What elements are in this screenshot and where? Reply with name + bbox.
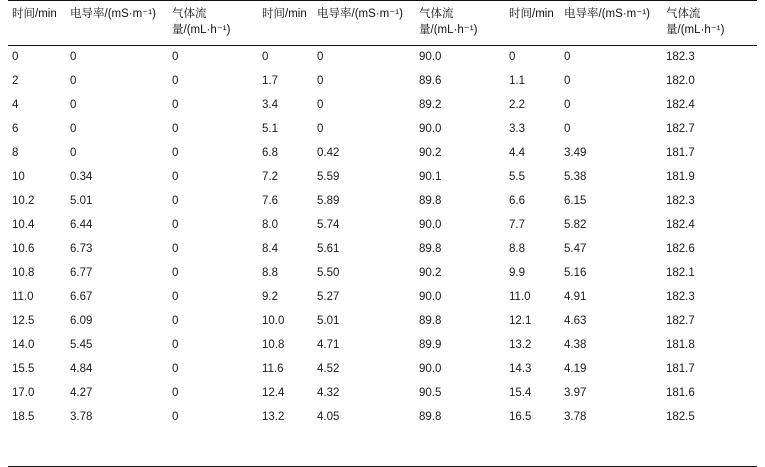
table-cell: 5.59 — [317, 171, 340, 184]
table-cell: 7.7 — [509, 219, 525, 232]
table-cell: 0 — [70, 147, 77, 160]
table-cell: 0 — [172, 290, 179, 303]
table-cell: 181.9 — [666, 171, 695, 184]
table-cell: 4.71 — [317, 338, 340, 351]
table-cell: 5.27 — [317, 290, 340, 303]
table-cell: 0 — [172, 147, 179, 160]
table-cell: 8.8 — [262, 266, 278, 279]
table-row — [8, 70, 757, 94]
column-header-gasflow-2: 气体流量/(mL·h⁻¹) — [415, 1, 505, 46]
table-cell: 11.0 — [12, 290, 34, 303]
table-cell: 3.97 — [564, 386, 587, 399]
table-row — [8, 382, 757, 406]
table-cell: 15.4 — [509, 386, 532, 399]
table-cell: 90.2 — [419, 147, 442, 160]
table-cell: 89.2 — [419, 99, 442, 112]
table-cell: 5.74 — [317, 219, 340, 232]
table-row — [8, 190, 757, 214]
table-cell: 17.0 — [12, 386, 35, 399]
table-row — [8, 262, 757, 286]
table-cell: 5.45 — [70, 338, 93, 351]
table-cell: 10.4 — [12, 219, 35, 232]
column-header-gasflow-3: 气体流量/(mL·h⁻¹) — [662, 1, 757, 46]
table-cell: 4.32 — [317, 386, 340, 399]
table-row — [8, 310, 757, 334]
table-cell: 2.2 — [509, 99, 525, 112]
table-cell: 7.6 — [262, 195, 278, 208]
column-header-conductivity-2: 电导率/(mS·m⁻¹) — [313, 1, 415, 46]
table-cell: 0 — [70, 99, 77, 112]
table-cell: 182.3 — [666, 290, 695, 303]
table-cell: 0 — [70, 51, 77, 64]
table-row — [8, 406, 757, 430]
table-cell: 1.1 — [509, 75, 525, 88]
table-cell: 7.2 — [262, 171, 278, 184]
table-cell: 3.49 — [564, 147, 587, 160]
table-cell: 0 — [172, 75, 179, 88]
table-cell: 89.8 — [419, 243, 442, 255]
table-cell: 3.4 — [262, 99, 278, 112]
table-row — [8, 358, 757, 382]
table-cell: 90.0 — [419, 51, 442, 64]
table-cell: 0 — [262, 51, 269, 64]
table-cell: 0 — [172, 195, 179, 208]
table-cell: 3.78 — [564, 410, 587, 423]
table-cell: 5.01 — [317, 314, 340, 327]
column-header-time-1: 时间/min — [8, 1, 66, 46]
table-cell: 3.78 — [70, 410, 93, 423]
table-cell: 0 — [172, 410, 179, 423]
table-cell: 4.38 — [564, 338, 587, 351]
table-cell: 4.63 — [564, 314, 587, 327]
table-cell: 90.0 — [419, 123, 442, 136]
column-header-time-3: 时间/min — [505, 1, 560, 46]
table-cell: 0 — [317, 75, 324, 88]
table-cell: 11.0 — [509, 290, 531, 303]
table-cell: 181.7 — [666, 362, 695, 375]
table-cell: 6.8 — [262, 147, 278, 160]
table-cell: 90.5 — [419, 386, 442, 399]
table-cell: 5.82 — [564, 219, 587, 232]
table-cell: 4.27 — [70, 386, 93, 399]
table-cell: 10.6 — [12, 243, 35, 255]
table-cell: 0 — [172, 99, 179, 112]
table-cell: 10.8 — [262, 338, 285, 351]
table-cell: 3.3 — [509, 123, 525, 136]
table-cell: 8 — [12, 147, 19, 160]
table-cell: 0 — [12, 51, 19, 64]
table-cell: 182.3 — [666, 51, 695, 64]
measurement-table — [8, 0, 757, 430]
table-cell: 4.05 — [317, 410, 340, 423]
table-cell: 5.1 — [262, 123, 278, 136]
table-cell: 0 — [70, 123, 77, 136]
table-cell: 89.8 — [419, 410, 442, 423]
table-cell: 4.91 — [564, 290, 587, 303]
table-cell: 12.4 — [262, 386, 285, 399]
table-cell: 6.6 — [509, 195, 525, 208]
table-cell: 0.42 — [317, 147, 340, 160]
column-header-time-2: 时间/min — [258, 1, 313, 46]
table-cell: 5.5 — [509, 171, 525, 184]
table-cell: 0 — [172, 266, 179, 279]
table-cell: 10.2 — [12, 195, 35, 208]
column-header-conductivity-3: 电导率/(mS·m⁻¹) — [560, 1, 662, 46]
table-cell: 181.7 — [666, 147, 695, 160]
table-cell: 90.0 — [419, 362, 442, 375]
table-header-row — [8, 1, 757, 46]
table-cell: 0 — [172, 123, 179, 136]
table-cell: 4.4 — [509, 147, 525, 160]
table-cell: 5.38 — [564, 171, 587, 184]
table-cell: 182.1 — [666, 266, 695, 279]
table-row — [8, 94, 757, 118]
table-cell: 6 — [12, 123, 19, 136]
table-cell: 0 — [70, 75, 77, 88]
table-cell: 10.0 — [262, 314, 285, 327]
table-cell: 14.0 — [12, 338, 35, 351]
table-row — [8, 142, 757, 166]
table-cell: 5.47 — [564, 243, 587, 255]
table-cell: 0 — [509, 51, 516, 64]
table-cell: 89.8 — [419, 314, 442, 327]
table-cell: 1.7 — [262, 75, 278, 88]
table-cell: 12.5 — [12, 314, 35, 327]
table-cell: 4.52 — [317, 362, 340, 375]
table-cell: 0 — [172, 314, 179, 327]
table-cell: 90.0 — [419, 290, 442, 303]
table-cell: 9.9 — [509, 266, 525, 279]
table-cell: 0 — [172, 171, 179, 184]
table-cell: 182.7 — [666, 314, 695, 327]
table-cell: 4.84 — [70, 362, 93, 375]
table-cell: 18.5 — [12, 410, 35, 423]
table-cell: 5.61 — [317, 243, 340, 255]
table-row — [8, 118, 757, 142]
table-cell: 4.19 — [564, 362, 587, 375]
table-cell: 89.8 — [419, 195, 442, 208]
table-cell: 0 — [172, 362, 179, 375]
table-cell: 0 — [317, 123, 324, 136]
table-cell: 0 — [564, 51, 571, 64]
table-cell: 5.01 — [70, 195, 93, 208]
table-cell: 182.4 — [666, 99, 695, 112]
table-cell: 5.16 — [564, 266, 587, 279]
table-cell: 2 — [12, 75, 19, 88]
table-cell: 89.6 — [419, 75, 442, 88]
table-cell: 182.5 — [666, 410, 695, 423]
table-cell: 6.44 — [70, 219, 93, 232]
table-cell: 9.2 — [262, 290, 278, 303]
table-cell: 11.6 — [262, 362, 284, 375]
table-cell: 182.6 — [666, 243, 695, 255]
table-cell: 8.0 — [262, 219, 278, 232]
table-cell: 5.50 — [317, 266, 340, 279]
table-cell: 6.09 — [70, 314, 93, 327]
table-cell: 10.8 — [12, 266, 35, 279]
table-cell: 6.77 — [70, 266, 93, 279]
table-cell: 8.8 — [509, 243, 525, 255]
table-row — [8, 286, 757, 310]
table-cell: 0 — [564, 75, 571, 88]
table-cell: 90.0 — [419, 219, 442, 232]
table-cell: 0 — [317, 99, 324, 112]
table-cell: 0 — [317, 51, 324, 64]
table-cell: 182.7 — [666, 123, 695, 136]
table-cell: 90.2 — [419, 266, 442, 279]
table-cell: 6.73 — [70, 243, 93, 255]
table-cell: 0.34 — [70, 171, 93, 184]
table-cell: 6.67 — [70, 290, 93, 303]
table-cell: 0 — [564, 123, 571, 136]
table-cell: 8.4 — [262, 243, 278, 255]
table-cell: 0 — [172, 338, 179, 351]
table-row — [8, 214, 757, 238]
table-row — [8, 334, 757, 358]
table-cell: 13.2 — [262, 410, 285, 423]
column-header-gasflow-1: 气体流量/(mL·h⁻¹) — [168, 1, 258, 46]
table-cell: 12.1 — [509, 314, 532, 327]
column-header-conductivity-1: 电导率/(mS·m⁻¹) — [66, 1, 168, 46]
table-cell: 0 — [172, 386, 179, 399]
table-row — [8, 238, 757, 262]
table-cell: 89.9 — [419, 338, 442, 351]
table-body — [8, 46, 757, 430]
table-cell: 0 — [172, 243, 179, 255]
table-header — [8, 1, 757, 46]
table-cell: 0 — [172, 51, 179, 64]
table-cell: 182.3 — [666, 195, 695, 208]
table-cell: 6.15 — [564, 195, 587, 208]
table-cell: 182.4 — [666, 219, 695, 232]
table-cell: 4 — [12, 99, 19, 112]
table-row — [8, 46, 757, 70]
table-cell: 10 — [12, 171, 25, 184]
table-cell: 0 — [172, 219, 179, 232]
table-row — [8, 166, 757, 190]
table-cell: 181.8 — [666, 338, 695, 351]
table-cell: 5.89 — [317, 195, 340, 208]
table-cell: 182.0 — [666, 75, 695, 88]
table-cell: 181.6 — [666, 386, 695, 399]
table-cell: 0 — [564, 99, 571, 112]
table-cell: 13.2 — [509, 338, 532, 351]
table-cell: 90.1 — [419, 171, 442, 184]
table-cell: 14.3 — [509, 362, 532, 375]
table-cell: 15.5 — [12, 362, 35, 375]
table-cell: 16.5 — [509, 410, 532, 423]
